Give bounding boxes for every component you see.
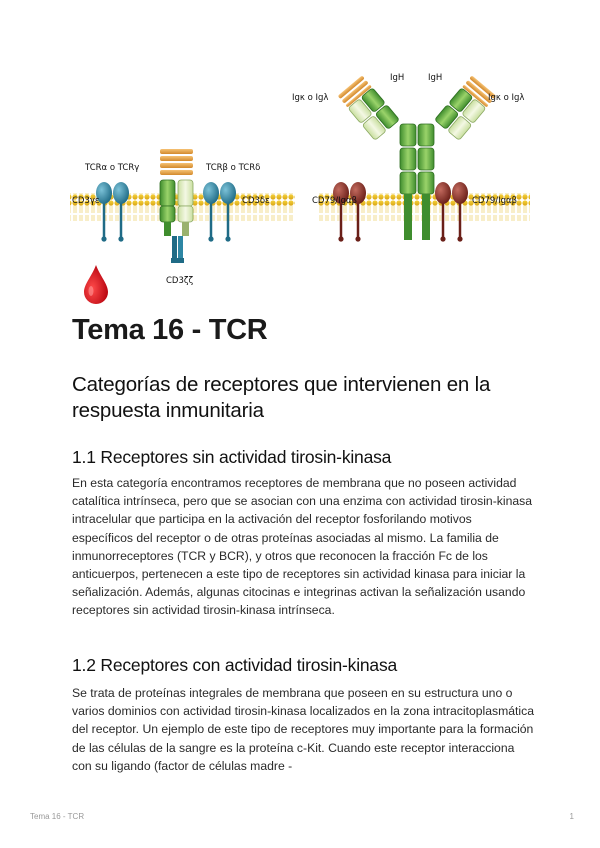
label-cd79-right: CD79/Igαβ <box>472 196 518 206</box>
label-tcr-beta-delta: TCRβ o TCRδ <box>206 163 261 173</box>
page-title: Tema 16 - TCR <box>72 314 268 346</box>
label-cd3-de: CD3δε <box>242 196 270 206</box>
label-igk-left: Igκ o Igλ <box>292 93 329 103</box>
receptor-diagram <box>60 60 540 310</box>
receptor-diagram-svg <box>60 60 540 310</box>
label-cd79-left: CD79/Igαβ <box>312 196 358 206</box>
footer-document-title: Tema 16 - TCR <box>30 812 85 821</box>
subsection-text-1: En esta categoría encontramos receptores de membrana que no poseen actividad catalítica intrínseca, pero que se asocian con una enzima con actividad tirosin-kinasa intracelular que participa en la activación del receptor fosforilando motivos específicos del receptor o de otras proteínas asociadas al mismo. La familia de inmunorreceptores (TCR y BCR), y otros que reconocen la fracción Fc de los anticuerpos, pertenecen a este tipo de receptores sin actividad kinasa para iniciar la señalización. Además, algunas citocinas e integrinas activan la señalización usando receptores sin actividad tirosin-kinasa intrínseca. <box>72 476 532 618</box>
subsection-text-2: Se trata de proteínas integrales de membrana que poseen en su estructura uno o varios dominios con actividad tirosin-kinasa localizados en la zona intracitoplasmática del receptor. Un ejemplo de este tipo de receptores muy importante para la formación de las células de la sangre es la proteína c-Kit. Cuando este receptor interacciona con su ligando (factor de células madre - <box>72 686 535 773</box>
subsection-title-1: 1.1 Receptores sin actividad tirosin-kinasa <box>72 447 392 467</box>
subsection-title-2: 1.2 Receptores con actividad tirosin-kinasa <box>72 655 398 675</box>
blood-drop-icon <box>82 264 110 304</box>
label-igk-right: Igκ o Igλ <box>488 93 525 103</box>
label-igh-right: IgH <box>428 73 443 83</box>
footer-page-number: 1 <box>569 812 574 821</box>
label-igh-left: IgH <box>390 73 405 83</box>
label-tcr-alpha-gamma: TCRα o TCRγ <box>85 163 140 173</box>
label-cd3-zz: CD3ζζ <box>166 276 194 286</box>
label-cd3-ge: CD3γε <box>72 196 100 206</box>
section-heading: Categorías de receptores que intervienen en la respuesta inmunitaria <box>72 373 491 422</box>
